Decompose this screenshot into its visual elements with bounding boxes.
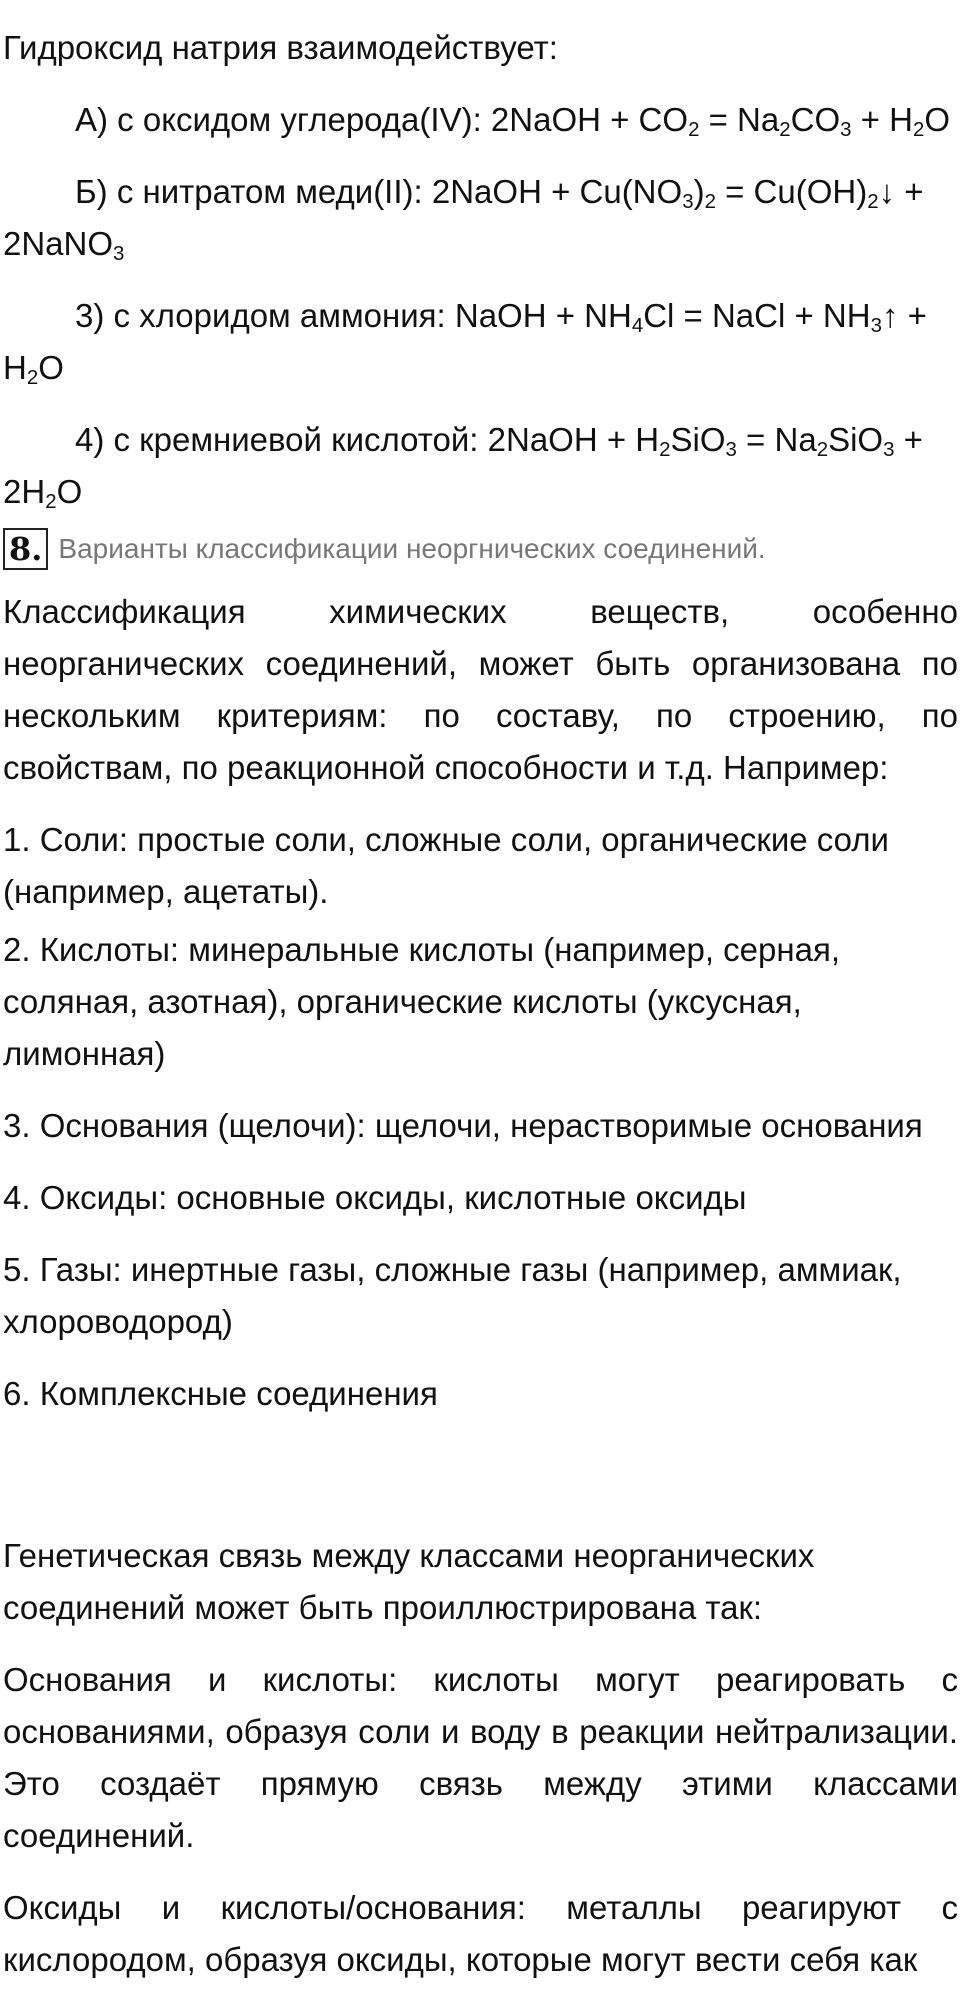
list-item: 4. Оксиды: основные оксиды, кислотные оксиды: [3, 1179, 747, 1216]
genetic-paragraph-2: Оксиды и кислоты/основания: металлы реагируют с кислородом, образуя оксиды, которые могут вести себя как: [3, 1889, 958, 1978]
task-header: [3, 528, 958, 570]
list-item: 2. Кислоты: минеральные кислоты (например, серная, соляная, азотная), органические кислоты (уксусная, лимонная): [3, 931, 840, 1072]
reaction-equation: 2NaOH + $H_2SiO_3 = Na_2SiO_3 + 2H_2O$: [3, 421, 923, 514]
list-item: 3. Основания (щелочи): щелочи, нерастворимые основания: [3, 1107, 923, 1144]
list-item: 6. Комплексные соединения: [3, 1375, 438, 1412]
task-title: Варианты классификации неоргнических соединений.: [58, 533, 766, 564]
list-item: 5. Газы: инертные газы, сложные газы (например, аммиак, хлороводород): [3, 1251, 902, 1340]
reaction-label: А) с оксидом углерода(IV):: [75, 101, 491, 138]
classification-intro: Классификация химических веществ, особенно неорганических соединений, может быть организована по нескольким критериям: по составу, по строению, по свойствам, по реакционной способности и т.д. Например:: [3, 593, 958, 786]
intro-text: Гидроксид натрия взаимодействует:: [3, 29, 558, 66]
reaction-1: [3, 94, 958, 146]
reaction-2: [3, 166, 958, 270]
reaction-equation: 2NaOH + $CO_2 = Na_2CO_3 + H_2O$: [490, 101, 950, 142]
reaction-4: [3, 414, 958, 518]
reaction-equation: 2NaOH + $Cu(NO_3)_2$ = $Cu(OH)_2↓$ + 2NaNO$_3$: [3, 173, 924, 266]
reaction-label: 3) с хлоридом аммония:: [75, 297, 455, 334]
genetic-intro: Генетическая связь между классами неорганических соединений может быть проиллюстрирована так:: [3, 1537, 815, 1626]
reaction-label: 4) с кремниевой кислотой:: [75, 421, 488, 458]
document-page: [3, 22, 958, 1986]
reaction-3: [3, 290, 958, 394]
reaction-list: [3, 94, 958, 518]
task-number-badge: 8.: [3, 528, 48, 570]
class-list: [3, 814, 958, 1420]
reaction-equation: NaOH + $NH_4Cl$ = NaCl + $NH_3↑ + H_2O$: [3, 297, 927, 390]
list-item: 1. Соли: простые соли, сложные соли, органические соли (например, ацетаты).: [3, 821, 889, 910]
reaction-label: Б) с нитратом меди(II):: [75, 173, 432, 210]
genetic-paragraph-1: Основания и кислоты: кислоты могут реагировать с основаниями, образуя соли и воду в реакции нейтрализации. Это создаёт прямую связь между этими классами соединений.: [3, 1661, 958, 1854]
